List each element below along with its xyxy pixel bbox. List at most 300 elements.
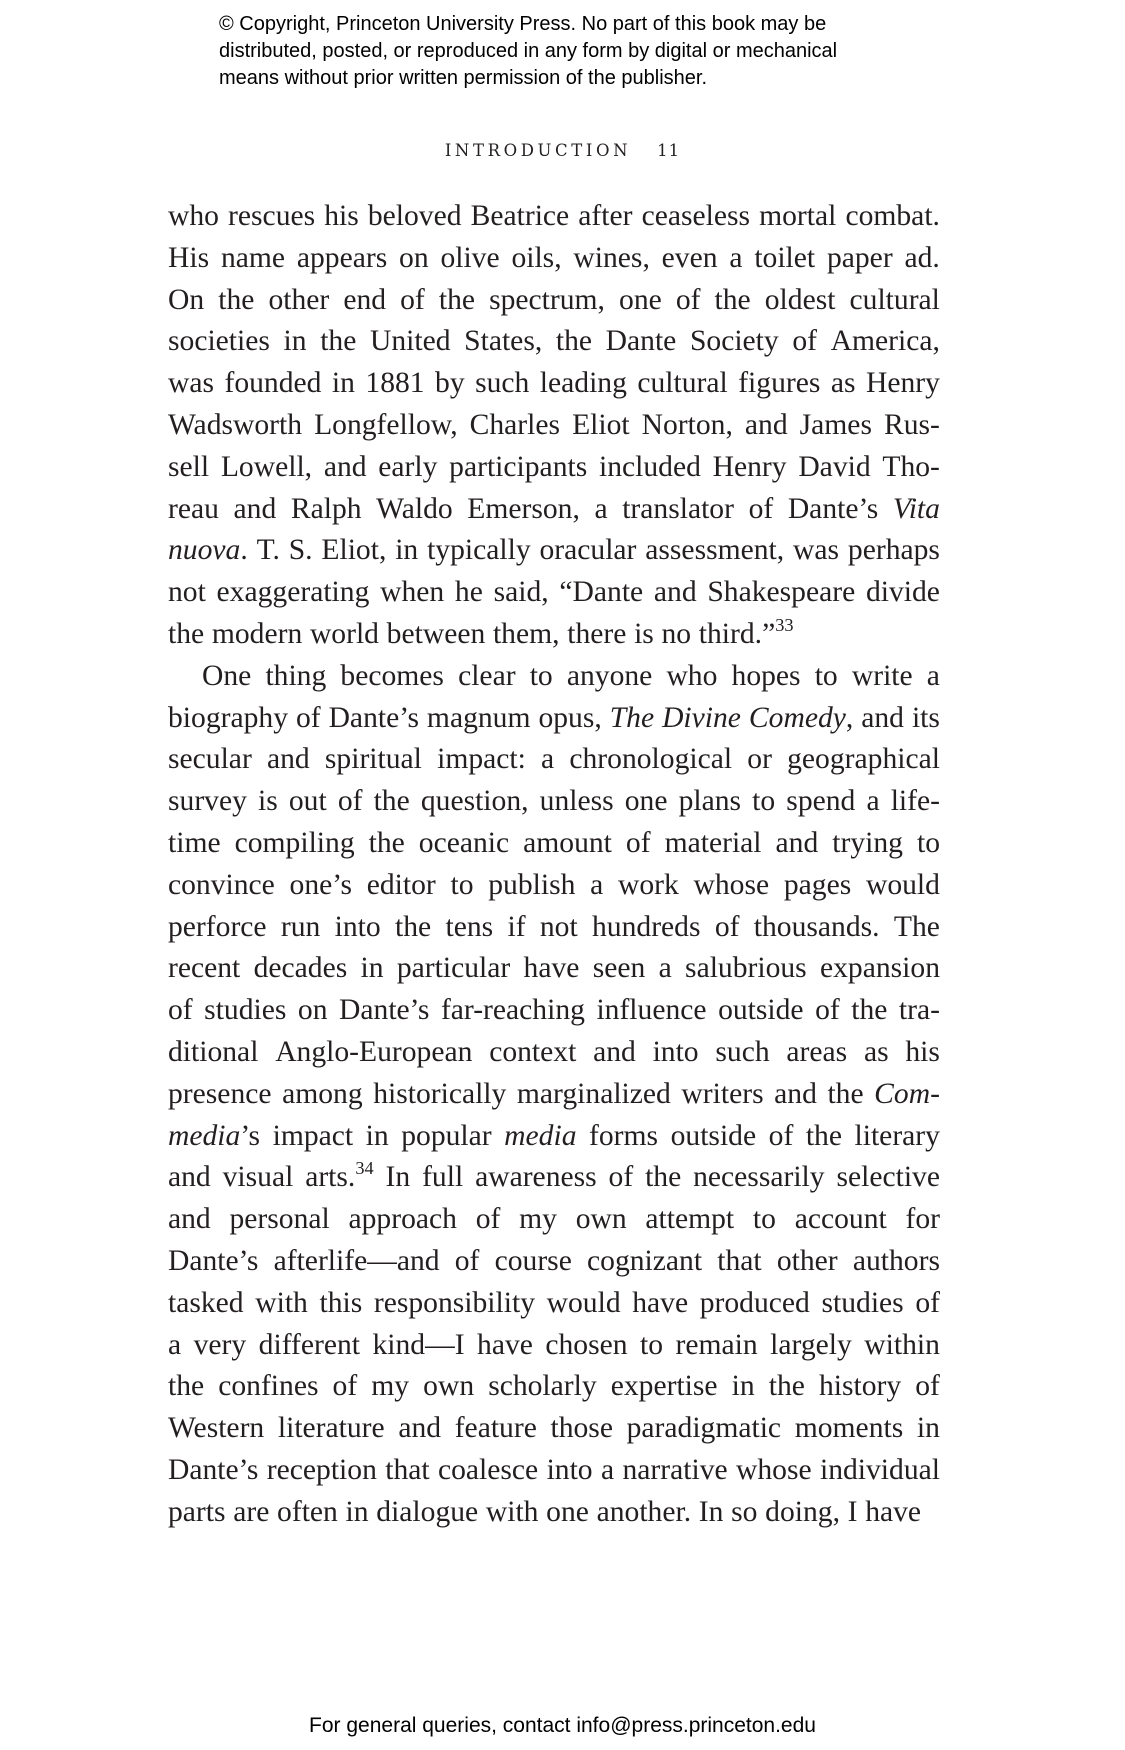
word: participants — [449, 450, 588, 483]
word: history — [818, 1370, 902, 1403]
word: the — [714, 283, 751, 316]
word: among — [282, 1077, 363, 1110]
word: Lowell, — [220, 450, 313, 483]
word: the — [395, 910, 432, 943]
word: His — [168, 241, 210, 274]
word: expertise — [610, 1370, 718, 1403]
word: Dante’s — [339, 994, 430, 1027]
word: Com- — [874, 1077, 940, 1110]
word: of — [815, 994, 840, 1027]
word: other — [268, 283, 330, 316]
word: founded — [224, 367, 322, 400]
word: influence — [596, 994, 707, 1027]
word: and — [861, 701, 904, 734]
word: Divine — [662, 701, 741, 734]
word: of — [295, 701, 321, 734]
word: who — [666, 659, 718, 692]
word: S. — [288, 534, 313, 567]
word: of — [168, 994, 193, 1027]
text-line — [168, 405, 940, 447]
word: and — [233, 492, 277, 525]
word: and — [398, 1412, 442, 1445]
text-line — [168, 1032, 940, 1074]
word: in — [331, 367, 355, 400]
word: chosen — [545, 1328, 628, 1361]
word: account — [794, 1203, 887, 1236]
word: “Dante — [559, 576, 644, 609]
word: secular — [168, 743, 252, 776]
word: tens — [445, 910, 494, 943]
word: beloved — [367, 200, 462, 232]
word: selective — [836, 1161, 940, 1194]
word: hundreds — [592, 910, 701, 943]
word: a — [866, 785, 880, 818]
word: whose — [735, 1453, 812, 1486]
word: and — [774, 1077, 817, 1110]
word: assessment, — [645, 534, 785, 567]
word: Henry — [865, 367, 940, 400]
word: afterlife—and — [273, 1244, 440, 1277]
word: reau — [168, 492, 219, 525]
word: early — [378, 450, 438, 483]
word: own — [423, 1370, 475, 1403]
word: States, — [464, 325, 543, 358]
text-line — [168, 280, 940, 322]
word: a — [926, 659, 940, 692]
word: one — [546, 1495, 589, 1528]
word: material — [664, 826, 762, 859]
word: whose — [693, 868, 770, 901]
word: perhaps — [847, 534, 940, 567]
word: media — [504, 1119, 577, 1152]
word: to — [916, 826, 940, 859]
word: a — [594, 492, 608, 525]
word: The — [893, 910, 940, 943]
text-line — [168, 196, 940, 238]
word: there — [567, 617, 627, 650]
word: work — [617, 868, 679, 901]
word: Eliot — [572, 408, 630, 441]
word: areas — [786, 1035, 848, 1068]
word: approach — [348, 1203, 457, 1236]
word: and — [266, 743, 310, 776]
word: awareness — [475, 1161, 597, 1194]
word: mortal — [759, 200, 837, 232]
word: modern — [211, 617, 303, 650]
word: such — [715, 1035, 770, 1068]
text-line — [168, 1157, 940, 1199]
word: have — [477, 1328, 533, 1361]
text-line — [168, 489, 940, 531]
word: and — [323, 450, 367, 483]
word: narrative — [622, 1453, 728, 1486]
word: he — [454, 576, 483, 609]
word: cognizant — [587, 1244, 703, 1277]
word: world — [309, 617, 379, 650]
word: combat. — [845, 200, 940, 232]
word: of — [714, 910, 740, 943]
word: In — [698, 1495, 724, 1528]
word: presence — [168, 1077, 272, 1110]
word: those — [550, 1412, 613, 1445]
word: who — [168, 200, 219, 232]
word: dialogue — [376, 1495, 479, 1528]
word: Shakespeare — [707, 576, 856, 609]
text-line — [168, 990, 940, 1032]
word: another. — [596, 1495, 692, 1528]
word: them, — [492, 617, 560, 650]
word: arts.$^{34}$ — [305, 1158, 374, 1194]
word: one — [624, 785, 668, 818]
word: and — [168, 1203, 211, 1236]
word: Western — [168, 1412, 265, 1445]
word: the — [168, 1370, 205, 1403]
word: doing, — [765, 1495, 840, 1528]
word: was — [168, 367, 215, 400]
body-text — [168, 196, 940, 1534]
word: by — [435, 367, 465, 400]
word: olive — [440, 241, 500, 274]
word: outside — [670, 1119, 757, 1152]
word: seen — [592, 952, 646, 985]
text-line — [168, 739, 940, 781]
word: Vita — [892, 492, 940, 525]
word: thousands. — [753, 910, 880, 943]
word: one — [619, 283, 662, 316]
word: to — [752, 1203, 776, 1236]
word: oracular — [539, 534, 637, 567]
word: moments — [794, 1412, 904, 1445]
word: forms — [589, 1119, 659, 1152]
copyright-line: © Copyright, Princeton University Press. No part of this book may be — [219, 13, 827, 35]
word: geographical — [787, 743, 940, 776]
word: media’s — [168, 1119, 261, 1152]
text-line — [168, 781, 940, 823]
word: Charles — [469, 408, 561, 441]
word: into — [546, 1453, 593, 1486]
word: T. — [256, 534, 280, 567]
word: into — [334, 910, 381, 943]
word: largely — [770, 1328, 852, 1361]
word: Comedy, — [748, 701, 854, 734]
word: of — [332, 1370, 358, 1403]
text-line — [168, 1408, 940, 1450]
word: my — [519, 1203, 557, 1236]
word: in — [916, 1412, 940, 1445]
word: Ralph — [290, 492, 362, 525]
word: to — [640, 1328, 664, 1361]
word: the — [768, 1370, 805, 1403]
word: and — [168, 1161, 211, 1194]
word: one’s — [289, 868, 353, 901]
word: produced — [699, 1286, 810, 1319]
word: in — [731, 1370, 755, 1403]
word: question, — [420, 785, 529, 818]
word: of — [400, 283, 425, 316]
copyright-line: means without prior written permission of the publisher. — [219, 67, 708, 89]
text-line — [168, 948, 940, 990]
word: tra- — [898, 994, 940, 1027]
running-head-section: INTRODUCTION — [444, 141, 632, 160]
text-line — [168, 1450, 940, 1492]
word: would — [865, 868, 940, 901]
word: impact: — [437, 743, 526, 776]
word: reception — [266, 1453, 377, 1486]
word: plans — [678, 785, 742, 818]
word: convince — [168, 868, 275, 901]
text-line — [168, 1241, 940, 1283]
word: of — [608, 1161, 634, 1194]
word: compiling — [234, 826, 355, 859]
word: responsibility — [373, 1286, 535, 1319]
word: ditional — [168, 1035, 259, 1068]
text-line — [168, 907, 940, 949]
word: popular — [401, 1119, 492, 1152]
word: his — [324, 200, 359, 232]
word: societies — [168, 325, 270, 358]
word: thing — [265, 659, 327, 692]
word: life- — [890, 785, 940, 818]
word: out — [288, 785, 327, 818]
word: confines — [218, 1370, 319, 1403]
word: kind—I — [372, 1328, 465, 1361]
word: translator — [622, 492, 734, 525]
text-line — [168, 1074, 940, 1116]
word: end — [343, 283, 387, 316]
word: decades — [253, 952, 348, 985]
text-line — [168, 1325, 940, 1367]
paragraph — [168, 196, 940, 656]
word: context — [489, 1035, 577, 1068]
word: and — [775, 826, 819, 859]
word: for — [905, 1203, 940, 1236]
text-line — [168, 363, 940, 405]
word: spiritual — [324, 743, 422, 776]
word: pages — [783, 868, 852, 901]
word: time — [168, 826, 221, 859]
word: editor — [366, 868, 436, 901]
word: ad. — [904, 241, 940, 274]
word: and — [653, 576, 697, 609]
word: with — [255, 1286, 308, 1319]
word: such — [475, 367, 530, 400]
word: personal — [229, 1203, 330, 1236]
word: of — [915, 1286, 940, 1319]
word: outside — [718, 994, 804, 1027]
text-line — [168, 530, 940, 572]
word: even — [661, 241, 718, 274]
word: this — [319, 1286, 363, 1319]
word: its — [911, 701, 940, 734]
word: attempt — [645, 1203, 735, 1236]
footer-contact: For general queries, contact info@press.princeton.edu — [309, 1714, 816, 1737]
word: David — [798, 450, 871, 483]
word: on — [297, 994, 328, 1027]
word: sell — [168, 450, 210, 483]
word: of — [792, 325, 817, 358]
word: as — [863, 1035, 889, 1068]
word: included — [598, 450, 701, 483]
word: as — [830, 367, 856, 400]
word: feature — [454, 1412, 537, 1445]
word: the — [218, 283, 255, 316]
word: studies — [821, 1286, 904, 1319]
word: 1881 — [365, 367, 425, 400]
word: of — [748, 492, 774, 525]
word: so — [731, 1495, 758, 1528]
word: Waldo — [376, 492, 453, 525]
word: Dante’s — [168, 1453, 259, 1486]
word: third.”$^{33}$ — [698, 615, 794, 650]
word: was — [793, 534, 840, 567]
word: of — [337, 785, 363, 818]
word: Society — [689, 325, 779, 358]
word: name — [220, 241, 286, 274]
word: United — [369, 325, 451, 358]
copyright-notice — [219, 11, 939, 92]
word: recent — [168, 952, 241, 985]
word: clear — [458, 659, 516, 692]
word: historically — [373, 1077, 507, 1110]
text-line — [168, 656, 940, 698]
text-line — [168, 614, 940, 656]
word: with — [485, 1495, 539, 1528]
word: that — [385, 1453, 430, 1486]
word: nuova. — [168, 534, 248, 567]
word: have — [523, 952, 580, 985]
text-line — [168, 238, 940, 280]
word: paradigmatic — [626, 1412, 782, 1445]
word: the — [368, 826, 405, 859]
word: necessarily — [693, 1161, 825, 1194]
word: in — [395, 534, 419, 567]
word: course — [494, 1244, 572, 1277]
word: after — [578, 200, 633, 232]
word: On — [168, 283, 205, 316]
word: studies — [204, 994, 287, 1027]
word: a — [729, 241, 743, 274]
word: a — [658, 952, 672, 985]
text-line — [168, 321, 940, 363]
word: and — [593, 1035, 636, 1068]
word: into — [652, 1035, 699, 1068]
word: a — [541, 743, 555, 776]
word: the — [320, 325, 357, 358]
word: Tho- — [882, 450, 940, 483]
word: ceaseless — [641, 200, 751, 232]
running-head — [0, 141, 1125, 160]
word: figures — [738, 367, 821, 400]
word: the — [851, 994, 888, 1027]
text-line — [168, 1492, 940, 1534]
word: in — [365, 1119, 389, 1152]
word: spectrum, — [489, 283, 605, 316]
word: of — [915, 1370, 940, 1403]
word: a — [600, 1453, 615, 1486]
word: not — [539, 910, 578, 943]
word: often — [277, 1495, 338, 1528]
word: I — [847, 1495, 858, 1528]
word: are — [233, 1495, 270, 1528]
word: between — [386, 617, 486, 650]
word: when — [380, 576, 445, 609]
word: anyone — [566, 659, 653, 692]
word: publish — [488, 868, 576, 901]
word: magnum — [426, 701, 531, 734]
word: tasked — [168, 1286, 244, 1319]
word: Henry — [712, 450, 787, 483]
word: have — [632, 1286, 689, 1319]
word: or — [747, 743, 772, 776]
word: survey — [168, 785, 247, 818]
text-line — [168, 1116, 940, 1158]
word: write — [851, 659, 913, 692]
word: other — [776, 1244, 838, 1277]
text-line — [168, 1199, 940, 1241]
word: cultural — [849, 283, 940, 316]
word: is — [634, 617, 654, 650]
text-line — [168, 572, 940, 614]
word: becomes — [340, 659, 444, 692]
word: is — [258, 785, 278, 818]
word: the — [805, 1119, 842, 1152]
word: unless — [539, 785, 614, 818]
word: Longfellow, — [314, 408, 458, 441]
word: James — [799, 408, 872, 441]
text-line — [168, 823, 940, 865]
word: to — [752, 785, 776, 818]
page-number: 11 — [657, 141, 681, 160]
word: trying — [832, 826, 903, 859]
word: perforce — [168, 910, 267, 943]
word: oils, — [511, 241, 562, 274]
word: run — [280, 910, 321, 943]
text-line — [168, 1366, 940, 1408]
text-line — [168, 698, 940, 740]
word: to — [814, 659, 838, 692]
word: Emerson, — [467, 492, 580, 525]
word: America, — [830, 325, 940, 358]
word: cultural — [637, 367, 728, 400]
word: divide — [865, 576, 940, 609]
word: salubrious — [685, 952, 807, 985]
copyright-line: distributed, posted, or reproduced in any form by digital or mechanical — [219, 40, 838, 62]
word: amount — [523, 826, 612, 859]
word: no — [661, 617, 692, 650]
word: if — [507, 910, 526, 943]
word: own — [575, 1203, 627, 1236]
word: parts — [168, 1495, 226, 1528]
word: of — [675, 283, 701, 316]
word: to — [450, 868, 474, 901]
word: impact — [272, 1119, 354, 1152]
word: said, — [493, 576, 549, 609]
word: in — [283, 325, 307, 358]
word: his — [905, 1035, 940, 1068]
word: Eliot, — [321, 534, 387, 567]
word: Anglo-European — [275, 1035, 473, 1068]
word: Wadsworth — [168, 408, 303, 441]
word: Dante’s — [328, 701, 419, 734]
word: the — [645, 1161, 682, 1194]
word: opus, — [538, 701, 602, 734]
word: rescues — [228, 200, 316, 232]
word: the — [555, 325, 593, 358]
word: remain — [675, 1328, 758, 1361]
text-line — [168, 447, 940, 489]
word: Norton, — [641, 408, 733, 441]
word: very — [193, 1328, 247, 1361]
